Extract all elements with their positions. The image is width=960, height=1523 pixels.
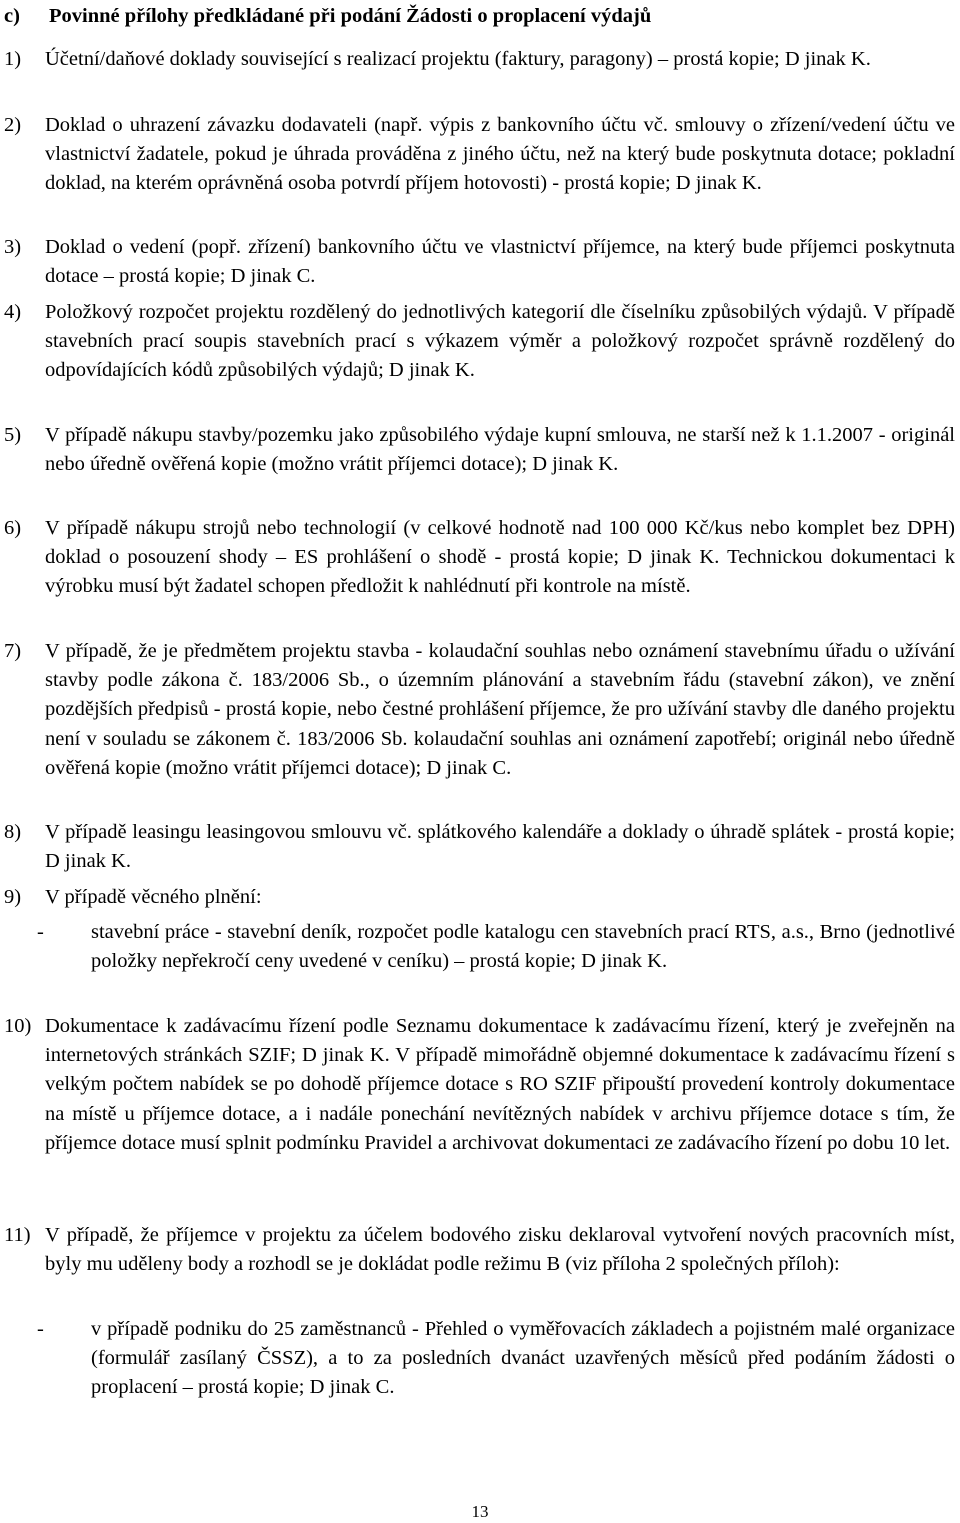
item-number: 2) bbox=[4, 114, 22, 136]
item-text: Doklad o uhrazení závazku dodavateli (např. výpis z bankovního účtu vč. smlouvy o zřízení/vedení účtu ve vlastnictví žadatele, pokud je úhrada prováděna z jiného účtu, než na který bude poskytnuta dotace; pokladní doklad, na kterém oprávněná osoba potvrdí příjem hotovosti) - prostá kopie; D jinak K. bbox=[45, 114, 955, 195]
item-number: 10) bbox=[4, 1015, 32, 1037]
list-item bbox=[4, 818, 955, 876]
item-number: 6) bbox=[4, 517, 22, 539]
section-title: Povinné přílohy předkládané při podání Žádosti o proplacení výdajů bbox=[49, 5, 652, 27]
list-item bbox=[4, 233, 955, 291]
item-number: 4) bbox=[4, 301, 22, 323]
sub-item-dash: - bbox=[37, 921, 44, 943]
item-text: V případě leasingu leasingovou smlouvu vč. splátkového kalendáře a doklady o úhradě splátek - prostá kopie; D jinak K. bbox=[45, 821, 955, 873]
list-item bbox=[4, 111, 955, 199]
item-text: Doklad o vedení (popř. zřízení) bankovního účtu ve vlastnictví příjemce, na který bude příjemci poskytnuta dotace – prostá kopie; D jinak C. bbox=[45, 236, 955, 288]
item-text: Účetní/daňové doklady související s realizací projektu (faktury, paragony) – prostá kopie; D jinak K. bbox=[45, 48, 871, 70]
list-item bbox=[4, 637, 955, 783]
list-item bbox=[4, 298, 955, 386]
item-text: V případě nákupu strojů nebo technologií (v celkové hodnotě nad 100 000 Kč/kus nebo komplet bez DPH) doklad o posouzení shody – ES prohlášení o shodě - prostá kopie; D jinak K. Technickou dokumentaci k výrobku musí být žadatel schopen předložit k nahlédnutí při kontrole na místě. bbox=[45, 517, 955, 598]
sub-item-dash: - bbox=[37, 1318, 44, 1340]
item-text: V případě nákupu stavby/pozemku jako způsobilého výdaje kupní smlouva, ne starší než k 1.1.2007 - originál nebo úředně ověřená kopie (možno vrátit příjemci dotace); D jinak K. bbox=[45, 424, 955, 476]
item-number: 8) bbox=[4, 821, 22, 843]
item-number: 5) bbox=[4, 424, 22, 446]
section-heading bbox=[4, 2, 954, 31]
list-item bbox=[4, 1012, 955, 1158]
page-number: 13 bbox=[471, 1502, 489, 1521]
item-number: 3) bbox=[4, 236, 22, 258]
sub-list-item bbox=[37, 918, 955, 976]
sub-item-text: v případě podniku do 25 zaměstnanců - Přehled o vyměřovacích základech a pojistném malé organizace (formulář zasílaný ČSSZ), a to za posledních dvanáct uzavřených měsíců před podáním žádosti o proplacení – prostá kopie; D jinak C. bbox=[91, 1318, 955, 1399]
item-text: V případě věcného plnění: bbox=[45, 886, 262, 908]
list-item bbox=[4, 883, 955, 912]
item-number: 11) bbox=[4, 1224, 31, 1246]
item-text: Dokumentace k zadávacímu řízení podle Seznamu dokumentace k zadávacímu řízení, který je zveřejněn na internetových stránkách SZIF; D jinak K. V případě mimořádně objemné dokumentace k zadávacímu řízení s velkým počtem nabídek se po dohodě příjemce dotace s RO SZIF připouští provedení kontroly dokumentace na místě u příjemce dotace, a i nadále ponechání nevítězných nabídek v archivu příjemce dotace s tím, že příjemce dotace musí splnit podmínku Pravidel a archivovat dokumentaci ze zadávacího řízení po dobu 10 let. bbox=[45, 1015, 955, 1154]
item-number: 7) bbox=[4, 640, 22, 662]
list-item bbox=[4, 421, 955, 479]
sub-list-item bbox=[37, 1315, 955, 1403]
sub-item-text: stavební práce - stavební deník, rozpočet podle katalogu cen stavebních prací RTS, a.s., Brno (jednotlivé položky nepřekročí ceny uvedené v ceníku) – prostá kopie; D jinak K. bbox=[91, 921, 955, 973]
item-number: 1) bbox=[4, 48, 22, 70]
section-label: c) bbox=[4, 5, 20, 27]
list-item bbox=[4, 514, 955, 602]
item-number: 9) bbox=[4, 886, 22, 908]
list-item bbox=[4, 45, 955, 74]
item-text: Položkový rozpočet projektu rozdělený do jednotlivých kategorií dle číselníku způsobilých výdajů. V případě stavebních prací soupis stavebních prací s výkazem výměr a položkový rozpočet správně rozdělený do odpovídajících kódů způsobilých výdajů; D jinak K. bbox=[45, 301, 955, 382]
list-item bbox=[4, 1221, 955, 1279]
item-text: V případě, že je předmětem projektu stavba - kolaudační souhlas nebo oznámení stavebnímu úřadu o užívání stavby podle zákona č. 183/2006 Sb., o územním plánování a stavebním řádu (stavební zákon), ve znění pozdějších předpisů - prostá kopie, nebo čestné prohlášení příjemce, že pro užívání stavby dle daného projektu není v souladu se zákonem č. 183/2006 Sb. kolaudační souhlas ani oznámení zapotřebí; originál nebo úředně ověřená kopie (možno vrátit příjemci dotace); D jinak C. bbox=[45, 640, 955, 779]
item-text: V případě, že příjemce v projektu za účelem bodového zisku deklaroval vytvoření nových pracovních míst, byly mu uděleny body a rozhodl se je dokládat podle režimu B (viz příloha 2 společných příloh): bbox=[45, 1224, 955, 1276]
